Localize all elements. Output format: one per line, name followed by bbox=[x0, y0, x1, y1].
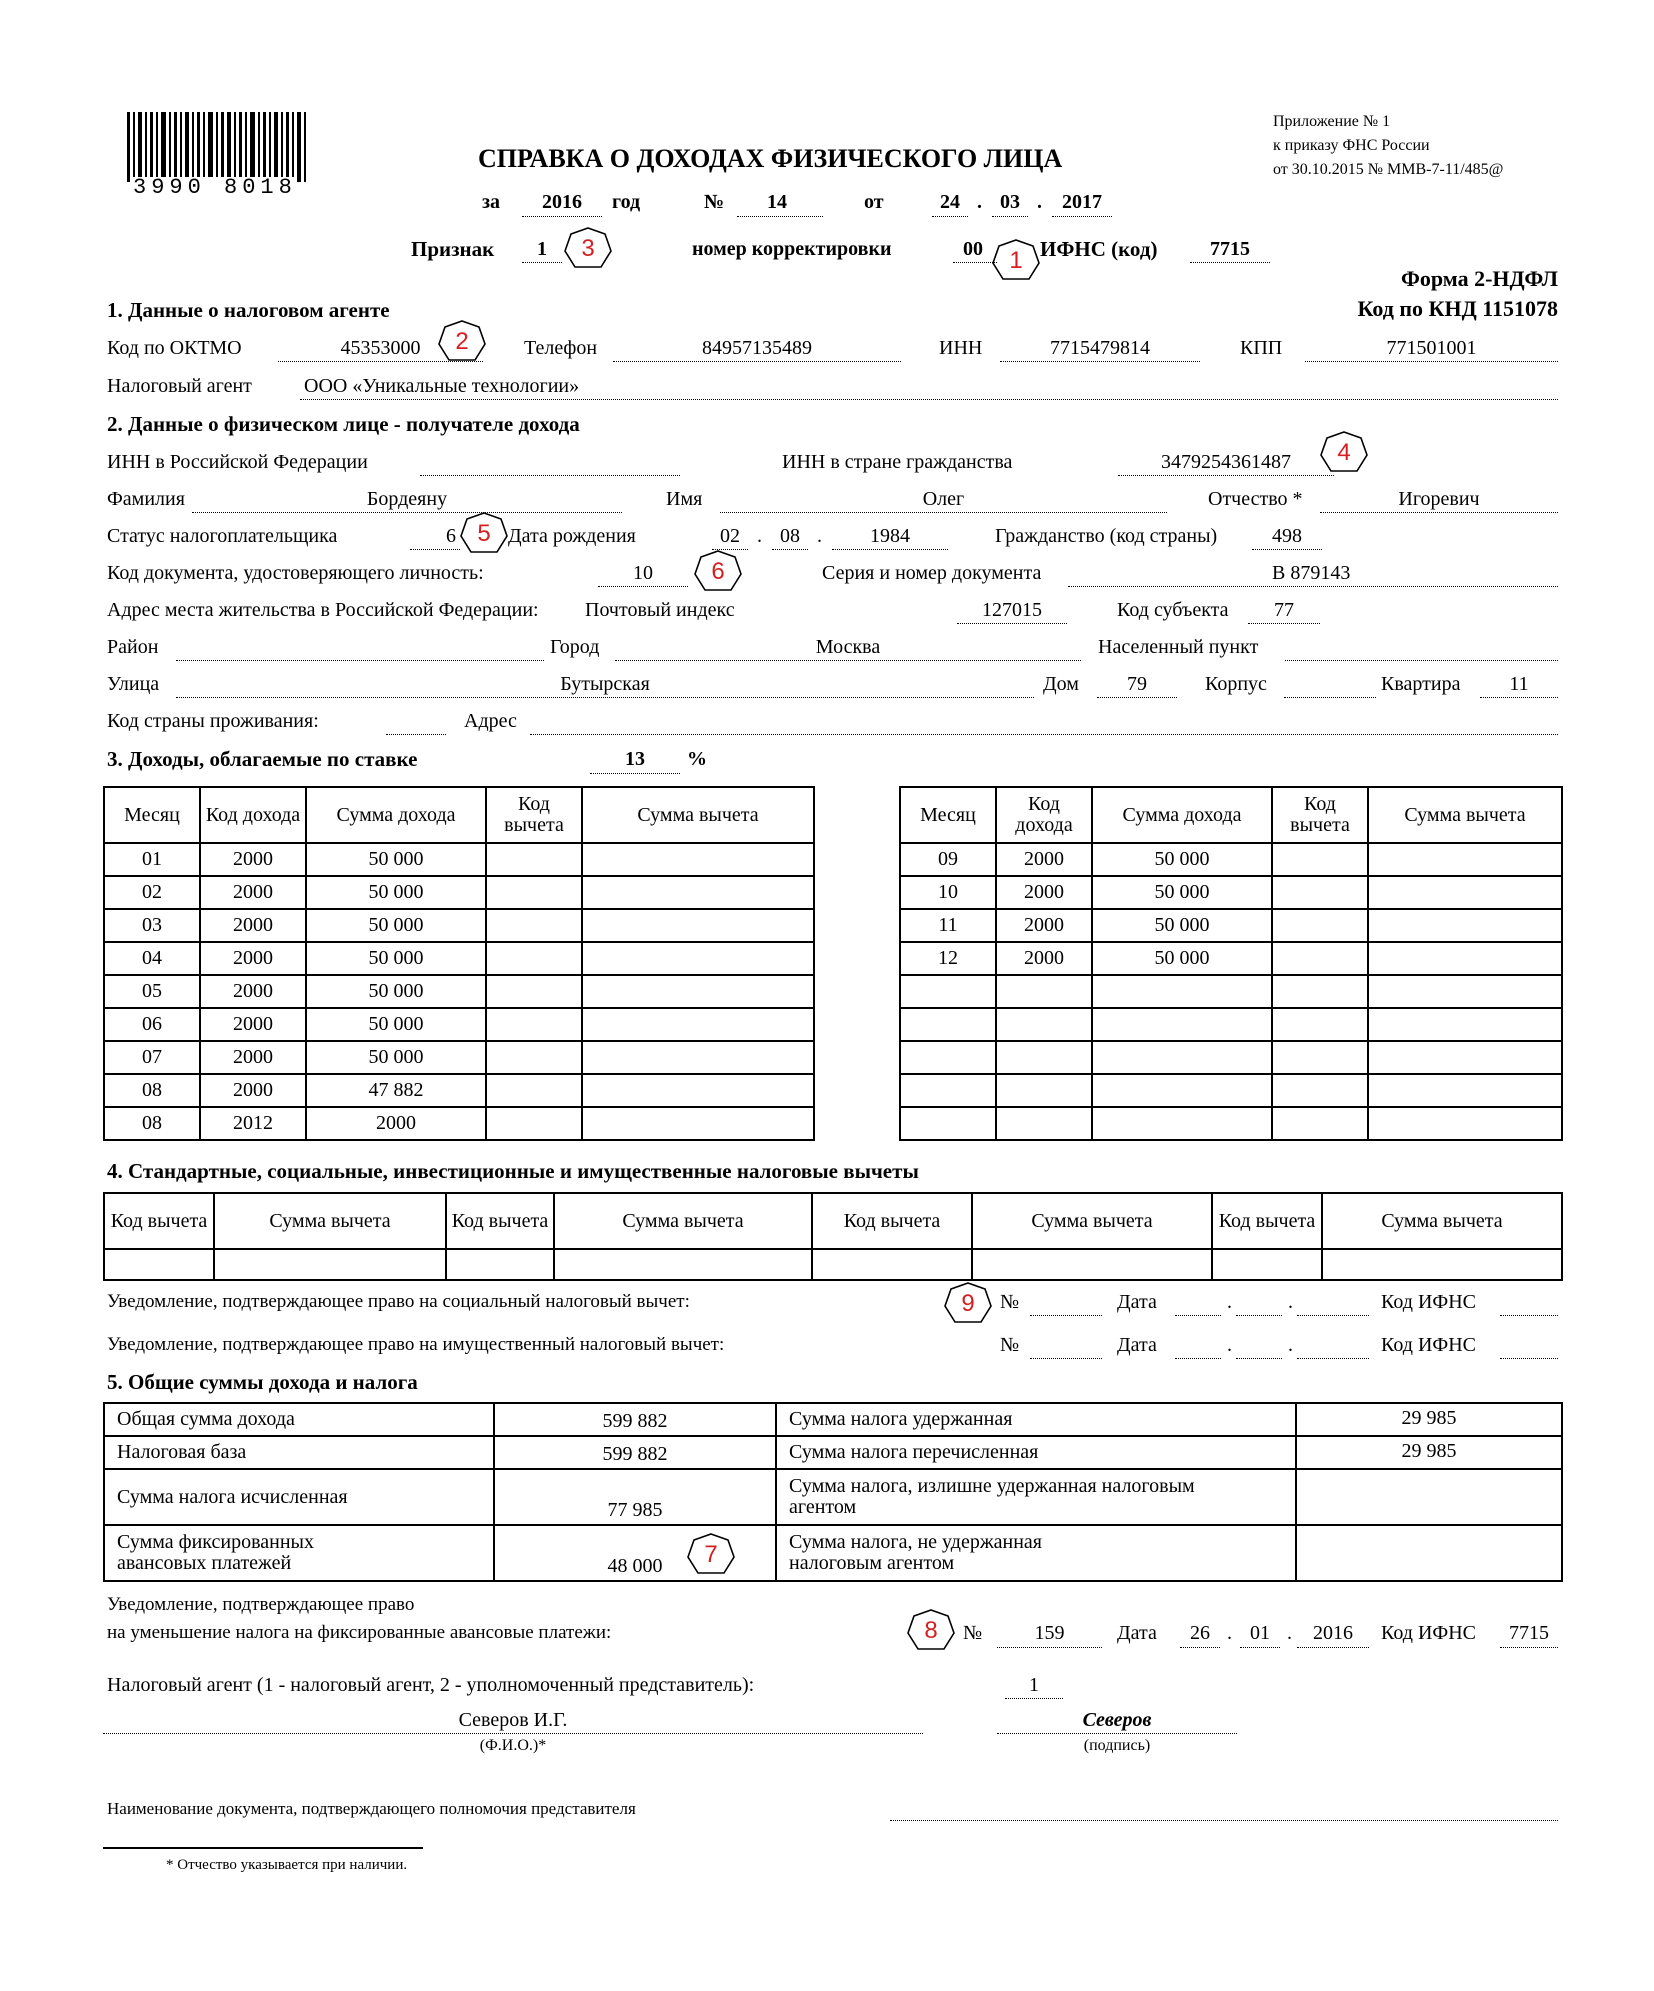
kpp-value: 771501001 bbox=[1386, 337, 1477, 359]
phone-label: Телефон bbox=[524, 337, 598, 359]
status-label: Статус налогоплательщика bbox=[107, 525, 338, 547]
deduction-code-cell bbox=[1272, 1107, 1368, 1140]
total-income-value: 599 882 bbox=[494, 1403, 776, 1436]
deduction-sum-cell bbox=[1368, 975, 1562, 1008]
tax-not-withheld-value bbox=[1296, 1525, 1562, 1581]
correction-number: 00 bbox=[963, 238, 983, 260]
deduction-code-cell bbox=[486, 1074, 582, 1107]
phone-value: 84957135489 bbox=[702, 337, 812, 359]
deduction-sum-cell bbox=[582, 909, 814, 942]
income-table-left bbox=[103, 786, 815, 1141]
income-code-cell: 2000 bbox=[996, 843, 1092, 876]
date-dot: . bbox=[1227, 1334, 1232, 1356]
income-sum-cell bbox=[1092, 975, 1272, 1008]
income-sum-cell: 50 000 bbox=[306, 843, 486, 876]
month-cell: 12 bbox=[900, 942, 996, 975]
header-income-sum: Сумма дохода bbox=[1092, 787, 1272, 843]
income-sum-cell bbox=[1092, 1074, 1272, 1107]
header-deduction-code: Код вычета bbox=[1212, 1193, 1322, 1249]
status-value: 6 bbox=[446, 525, 456, 547]
month-cell: 03 bbox=[104, 909, 200, 942]
income-sum-cell: 50 000 bbox=[306, 1041, 486, 1074]
header-deduction-sum: Сумма вычета bbox=[1368, 787, 1562, 843]
income-sum-cell: 50 000 bbox=[306, 1008, 486, 1041]
table-row bbox=[104, 1436, 1562, 1469]
social-no-label: № bbox=[1000, 1291, 1020, 1313]
table-row bbox=[104, 1525, 1562, 1581]
month-cell: 02 bbox=[104, 876, 200, 909]
table-row bbox=[900, 975, 1562, 1008]
doc-code-value: 10 bbox=[633, 562, 653, 584]
section2-title: 2. Данные о физическом лице - получателе дохода bbox=[107, 412, 580, 436]
signature-value: Северов bbox=[1082, 1709, 1152, 1731]
section4-title: 4. Стандартные, социальные, инвестиционные и имущественные налоговые вычеты bbox=[107, 1159, 919, 1183]
tax-calculated-label: Сумма налога исчисленная bbox=[104, 1469, 494, 1525]
header-income-code: Код дохода bbox=[996, 787, 1092, 843]
deduction-sum-cell bbox=[554, 1249, 812, 1280]
inn-foreign-value: 3479254361487 bbox=[1161, 451, 1291, 473]
advance-ifns-label: Код ИФНС bbox=[1381, 1622, 1476, 1644]
dob-year: 1984 bbox=[870, 525, 910, 547]
date-dot: . bbox=[1227, 1622, 1232, 1644]
deduction-code-cell bbox=[104, 1249, 214, 1280]
agent-value: ООО «Уникальные технологии» bbox=[304, 375, 580, 397]
deduction-code-cell bbox=[1272, 876, 1368, 909]
income-code-cell bbox=[996, 975, 1092, 1008]
tax-overwithheld-label: Сумма налога, излишне удержанная налоговым агентом bbox=[776, 1469, 1296, 1525]
city-value: Москва bbox=[815, 636, 881, 658]
deduction-sum-cell bbox=[582, 843, 814, 876]
deduction-code-cell bbox=[1272, 909, 1368, 942]
deduction-code-cell bbox=[1272, 975, 1368, 1008]
header-income-code: Код дохода bbox=[200, 787, 306, 843]
page-title: СПРАВКА О ДОХОДАХ ФИЗИЧЕСКОГО ЛИЦА bbox=[478, 144, 1063, 173]
deduction-sum-cell bbox=[582, 1041, 814, 1074]
flat-value: 11 bbox=[1509, 673, 1529, 695]
postcode-label: Почтовый индекс bbox=[585, 599, 735, 621]
income-sum-cell: 50 000 bbox=[1092, 876, 1272, 909]
table-row bbox=[104, 909, 814, 942]
income-code-cell: 2000 bbox=[200, 909, 306, 942]
deduction-sum-cell bbox=[1368, 1008, 1562, 1041]
deduction-code-cell bbox=[1272, 942, 1368, 975]
property-date-label: Дата bbox=[1117, 1334, 1157, 1356]
deduction-code-cell bbox=[486, 876, 582, 909]
month-cell: 11 bbox=[900, 909, 996, 942]
house-label: Дом bbox=[1043, 673, 1079, 695]
postcode-value: 127015 bbox=[982, 599, 1042, 621]
advance-ifns-value: 7715 bbox=[1509, 1622, 1549, 1644]
month-cell: 01 bbox=[104, 843, 200, 876]
deduction-sum-cell bbox=[1368, 1074, 1562, 1107]
patronymic-label: Отчество * bbox=[1208, 488, 1303, 510]
header-income-sum: Сумма дохода bbox=[306, 787, 486, 843]
income-code-cell: 2000 bbox=[996, 876, 1092, 909]
deduction-sum-cell bbox=[582, 1008, 814, 1041]
appendix-line2: к приказу ФНС России bbox=[1273, 137, 1430, 154]
deduction-code-cell bbox=[1272, 1074, 1368, 1107]
income-code-cell: 2012 bbox=[200, 1107, 306, 1140]
tax-withheld-label: Сумма налога удержанная bbox=[776, 1403, 1296, 1436]
addr-label: Адрес bbox=[464, 710, 517, 732]
social-ifns-label: Код ИФНС bbox=[1381, 1291, 1476, 1313]
section5-title: 5. Общие суммы дохода и налога bbox=[107, 1370, 418, 1394]
tax-calculated-value: 77 985 bbox=[494, 1469, 776, 1525]
deduction-code-cell bbox=[812, 1249, 972, 1280]
deduction-code-cell bbox=[1272, 1008, 1368, 1041]
barcode-number: 3990 8018 bbox=[133, 175, 297, 200]
deduction-code-cell bbox=[486, 975, 582, 1008]
patronymic-value: Игоревич bbox=[1398, 488, 1480, 510]
deduction-sum-cell bbox=[582, 1107, 814, 1140]
deduction-sum-cell bbox=[582, 942, 814, 975]
income-code-cell: 2000 bbox=[200, 942, 306, 975]
agent-inn-value: 7715479814 bbox=[1050, 337, 1150, 359]
month-cell bbox=[900, 1107, 996, 1140]
deduction-sum-cell bbox=[582, 1074, 814, 1107]
income-sum-cell: 50 000 bbox=[306, 975, 486, 1008]
deduction-sum-cell bbox=[1368, 1041, 1562, 1074]
fio-caption: (Ф.И.О.)* bbox=[479, 1737, 547, 1754]
building-label: Корпус bbox=[1205, 673, 1267, 695]
header-month: Месяц bbox=[104, 787, 200, 843]
correction-label: номер корректировки bbox=[692, 238, 892, 260]
table-header-row bbox=[900, 787, 1562, 843]
annotation-badge: 1 bbox=[990, 238, 1042, 284]
income-code-cell: 2000 bbox=[200, 1074, 306, 1107]
table-row bbox=[900, 876, 1562, 909]
deduction-code-cell bbox=[486, 942, 582, 975]
house-value: 79 bbox=[1127, 673, 1147, 695]
za-label: за bbox=[482, 191, 501, 213]
income-code-cell bbox=[996, 1008, 1092, 1041]
deduction-sum-cell bbox=[972, 1249, 1212, 1280]
ifns-code: 7715 bbox=[1210, 238, 1250, 260]
percent-sign: % bbox=[687, 748, 707, 770]
table-row bbox=[104, 975, 814, 1008]
month-cell bbox=[900, 1041, 996, 1074]
income-sum-cell bbox=[1092, 1008, 1272, 1041]
annotation-badge: 6 bbox=[692, 549, 744, 595]
income-code-cell bbox=[996, 1041, 1092, 1074]
knd-code: Код по КНД 1151078 bbox=[1357, 296, 1558, 321]
income-code-cell: 2000 bbox=[200, 1008, 306, 1041]
agent-type-value: 1 bbox=[1029, 1674, 1039, 1696]
income-sum-cell: 47 882 bbox=[306, 1074, 486, 1107]
property-ifns-label: Код ИФНС bbox=[1381, 1334, 1476, 1356]
section3-title: 3. Доходы, облагаемые по ставке bbox=[107, 747, 418, 771]
date-dot: . bbox=[1037, 191, 1042, 213]
header-month: Месяц bbox=[900, 787, 996, 843]
property-notice-label: Уведомление, подтверждающее право на имущественный налоговый вычет: bbox=[107, 1334, 725, 1355]
kpp-label: КПП bbox=[1240, 337, 1283, 359]
district-label: Район bbox=[107, 636, 159, 658]
citizenship-label: Гражданство (код страны) bbox=[995, 525, 1218, 547]
income-sum-cell: 50 000 bbox=[306, 876, 486, 909]
form-name: Форма 2-НДФЛ bbox=[1400, 266, 1558, 291]
doc-num-label: Серия и номер документа bbox=[822, 562, 1042, 584]
header-deduction-code: Код вычета bbox=[446, 1193, 554, 1249]
table-row bbox=[104, 843, 814, 876]
citizenship-value: 498 bbox=[1272, 525, 1302, 547]
name-value: Олег bbox=[922, 488, 965, 510]
fixed-advance-value: 48 000 bbox=[494, 1525, 776, 1581]
cert-day: 24 bbox=[940, 191, 960, 213]
month-cell: 08 bbox=[104, 1107, 200, 1140]
totals-table bbox=[103, 1402, 1563, 1582]
deduction-code-cell bbox=[446, 1249, 554, 1280]
table-row bbox=[104, 1074, 814, 1107]
deduction-code-cell bbox=[1272, 843, 1368, 876]
month-cell: 09 bbox=[900, 843, 996, 876]
date-dot: . bbox=[817, 525, 822, 547]
report-year: 2016 bbox=[542, 191, 582, 213]
income-sum-cell bbox=[1092, 1041, 1272, 1074]
deduction-code-cell bbox=[1212, 1249, 1322, 1280]
street-value: Бутырская bbox=[560, 673, 650, 695]
income-sum-cell: 2000 bbox=[306, 1107, 486, 1140]
income-sum-cell: 50 000 bbox=[306, 909, 486, 942]
income-code-cell bbox=[996, 1107, 1092, 1140]
income-sum-cell: 50 000 bbox=[1092, 942, 1272, 975]
month-cell bbox=[900, 1008, 996, 1041]
header-deduction-code: Код вычета bbox=[486, 787, 582, 843]
tax-withheld-value: 29 985 bbox=[1296, 1403, 1562, 1436]
header-deduction-sum: Сумма вычета bbox=[1322, 1193, 1562, 1249]
social-date-label: Дата bbox=[1117, 1291, 1157, 1313]
income-code-cell: 2000 bbox=[200, 843, 306, 876]
doc-num-value: В 879143 bbox=[1272, 562, 1351, 584]
deduction-sum-cell bbox=[1368, 876, 1562, 909]
table-row bbox=[104, 1403, 1562, 1436]
income-sum-cell: 50 000 bbox=[306, 942, 486, 975]
total-income-label: Общая сумма дохода bbox=[104, 1403, 494, 1436]
header-deduction-sum: Сумма вычета bbox=[554, 1193, 812, 1249]
advance-number: 159 bbox=[1034, 1622, 1065, 1644]
month-cell: 04 bbox=[104, 942, 200, 975]
deduction-sum-cell bbox=[214, 1249, 446, 1280]
deduction-sum-cell bbox=[582, 876, 814, 909]
date-dot: . bbox=[1288, 1291, 1293, 1313]
annotation-badge: 9 bbox=[942, 1281, 994, 1327]
advance-label-1: Уведомление, подтверждающее право bbox=[107, 1594, 415, 1615]
deduction-code-cell bbox=[486, 1008, 582, 1041]
header-deduction-code: Код вычета bbox=[104, 1193, 214, 1249]
annotation-badge: 8 bbox=[905, 1608, 957, 1654]
advance-year: 2016 bbox=[1313, 1622, 1353, 1644]
doc-code-label: Код документа, удостоверяющего личность: bbox=[107, 562, 484, 584]
income-code-cell: 2000 bbox=[996, 942, 1092, 975]
header-deduction-sum: Сумма вычета bbox=[972, 1193, 1212, 1249]
signer-fio: Северов И.Г. bbox=[458, 1709, 568, 1731]
country-label: Код страны проживания: bbox=[107, 710, 319, 732]
inn-foreign-label: ИНН в стране гражданства bbox=[782, 451, 1013, 473]
month-cell: 05 bbox=[104, 975, 200, 1008]
oktmo-value: 45353000 bbox=[340, 337, 421, 359]
table-row bbox=[900, 843, 1562, 876]
month-cell: 07 bbox=[104, 1041, 200, 1074]
header-deduction-sum: Сумма вычета bbox=[582, 787, 814, 843]
table-row bbox=[104, 1041, 814, 1074]
income-sum-cell bbox=[1092, 1107, 1272, 1140]
deduction-sum-cell bbox=[1368, 843, 1562, 876]
agent-label: Налоговый агент bbox=[107, 375, 252, 397]
surname-value: Бордеяну bbox=[366, 488, 448, 510]
table-row bbox=[104, 1107, 814, 1140]
income-table-right bbox=[899, 786, 1563, 1141]
income-code-cell: 2000 bbox=[200, 876, 306, 909]
deduction-code-cell bbox=[486, 843, 582, 876]
settlement-label: Населенный пункт bbox=[1098, 636, 1259, 658]
date-dot: . bbox=[1288, 1334, 1293, 1356]
advance-day: 26 bbox=[1190, 1622, 1210, 1644]
section1-title: 1. Данные о налоговом агенте bbox=[107, 298, 390, 322]
table-row bbox=[900, 909, 1562, 942]
deduction-sum-cell bbox=[1322, 1249, 1562, 1280]
table-row bbox=[900, 942, 1562, 975]
flat-label: Квартира bbox=[1381, 673, 1461, 695]
table-row bbox=[104, 942, 814, 975]
month-cell: 10 bbox=[900, 876, 996, 909]
deduction-sum-cell bbox=[1368, 1107, 1562, 1140]
date-dot: . bbox=[757, 525, 762, 547]
tax-base-value: 599 882 bbox=[494, 1436, 776, 1469]
annotation-badge: 7 bbox=[685, 1532, 737, 1578]
tax-base-label: Налоговая база bbox=[104, 1436, 494, 1469]
street-label: Улица bbox=[107, 673, 160, 695]
advance-month: 01 bbox=[1250, 1622, 1270, 1644]
table-header-row bbox=[104, 1193, 1562, 1249]
table-row bbox=[104, 1008, 814, 1041]
header-deduction-code: Код вычета bbox=[1272, 787, 1368, 843]
oktmo-label: Код по ОКТМО bbox=[107, 337, 242, 359]
deduction-code-cell bbox=[1272, 1041, 1368, 1074]
signature-caption: (подпись) bbox=[1083, 1737, 1151, 1754]
annotation-badge: 2 bbox=[436, 319, 488, 365]
region-value: 77 bbox=[1274, 599, 1294, 621]
certificate-number: 14 bbox=[767, 191, 787, 213]
header-deduction-sum: Сумма вычета bbox=[214, 1193, 446, 1249]
income-code-cell: 2000 bbox=[996, 909, 1092, 942]
region-label: Код субъекта bbox=[1117, 599, 1229, 621]
deduction-sum-cell bbox=[582, 975, 814, 1008]
table-header-row bbox=[104, 787, 814, 843]
table-row bbox=[104, 876, 814, 909]
priznak-label: Признак bbox=[411, 237, 495, 261]
advance-no-label: № bbox=[963, 1622, 983, 1644]
date-dot: . bbox=[1227, 1291, 1232, 1313]
advance-date-label: Дата bbox=[1117, 1622, 1157, 1644]
appendix-line3: от 30.10.2015 № ММВ-7-11/485@ bbox=[1273, 161, 1504, 178]
name-label: Имя bbox=[666, 488, 703, 510]
table-row bbox=[900, 1041, 1562, 1074]
table-row bbox=[900, 1074, 1562, 1107]
income-code-cell bbox=[996, 1074, 1092, 1107]
dob-day: 02 bbox=[720, 525, 740, 547]
deduction-code-cell bbox=[486, 1041, 582, 1074]
deduction-sum-cell bbox=[1368, 909, 1562, 942]
cert-month: 03 bbox=[1000, 191, 1020, 213]
address-label: Адрес места жительства в Российской Федерации: bbox=[107, 599, 539, 621]
ifns-label: ИФНС (код) bbox=[1040, 237, 1158, 261]
inn-rf-label: ИНН в Российской Федерации bbox=[107, 451, 368, 473]
tax-overwithheld-value bbox=[1296, 1469, 1562, 1525]
tax-not-withheld-label: Сумма налога, не удержанная налоговым агентом bbox=[776, 1525, 1296, 1581]
table-row bbox=[900, 1107, 1562, 1140]
priznak-value: 1 bbox=[537, 238, 547, 260]
cert-year: 2017 bbox=[1062, 191, 1102, 213]
income-sum-cell: 50 000 bbox=[1092, 843, 1272, 876]
footnote-rule bbox=[103, 1847, 423, 1849]
number-label: № bbox=[704, 191, 725, 213]
fixed-advance-label: Сумма фиксированных авансовых платежей bbox=[104, 1525, 494, 1581]
income-code-cell: 2000 bbox=[200, 1041, 306, 1074]
tax-transferred-label: Сумма налога перечисленная bbox=[776, 1436, 1296, 1469]
footnote: * Отчество указывается при наличии. bbox=[166, 1857, 408, 1873]
month-cell bbox=[900, 975, 996, 1008]
table-row bbox=[104, 1249, 1562, 1280]
advance-label-2: на уменьшение налога на фиксированные авансовые платежи: bbox=[107, 1622, 612, 1643]
surname-label: Фамилия bbox=[107, 488, 185, 510]
tax-rate: 13 bbox=[625, 748, 645, 770]
authority-doc-label: Наименование документа, подтверждающего полномочия представителя bbox=[107, 1799, 636, 1818]
god-label: год bbox=[612, 191, 641, 213]
ot-label: от bbox=[864, 191, 884, 213]
agent-inn-label: ИНН bbox=[939, 337, 983, 359]
annotation-badge: 3 bbox=[562, 226, 614, 272]
deduction-code-cell bbox=[486, 909, 582, 942]
property-no-label: № bbox=[1000, 1334, 1020, 1356]
deduction-sum-cell bbox=[1368, 942, 1562, 975]
agent-type-label: Налоговый агент (1 - налоговый агент, 2 - уполномоченный представитель): bbox=[107, 1674, 755, 1696]
city-label: Город bbox=[550, 636, 600, 658]
dob-month: 08 bbox=[780, 525, 800, 547]
table-row bbox=[104, 1469, 1562, 1525]
month-cell: 06 bbox=[104, 1008, 200, 1041]
income-sum-cell: 50 000 bbox=[1092, 909, 1272, 942]
annotation-badge: 5 bbox=[458, 511, 510, 557]
dob-label: Дата рождения bbox=[508, 525, 636, 547]
date-dot: . bbox=[977, 191, 982, 213]
header-deduction-code: Код вычета bbox=[812, 1193, 972, 1249]
month-cell: 08 bbox=[104, 1074, 200, 1107]
deduction-code-cell bbox=[486, 1107, 582, 1140]
appendix-line1: Приложение № 1 bbox=[1273, 113, 1391, 130]
tax-transferred-value: 29 985 bbox=[1296, 1436, 1562, 1469]
income-code-cell: 2000 bbox=[200, 975, 306, 1008]
deductions-table bbox=[103, 1192, 1563, 1281]
table-row bbox=[900, 1008, 1562, 1041]
annotation-badge: 4 bbox=[1318, 430, 1370, 476]
social-notice-label: Уведомление, подтверждающее право на социальный налоговый вычет: bbox=[107, 1291, 690, 1312]
month-cell bbox=[900, 1074, 996, 1107]
date-dot: . bbox=[1287, 1622, 1292, 1644]
